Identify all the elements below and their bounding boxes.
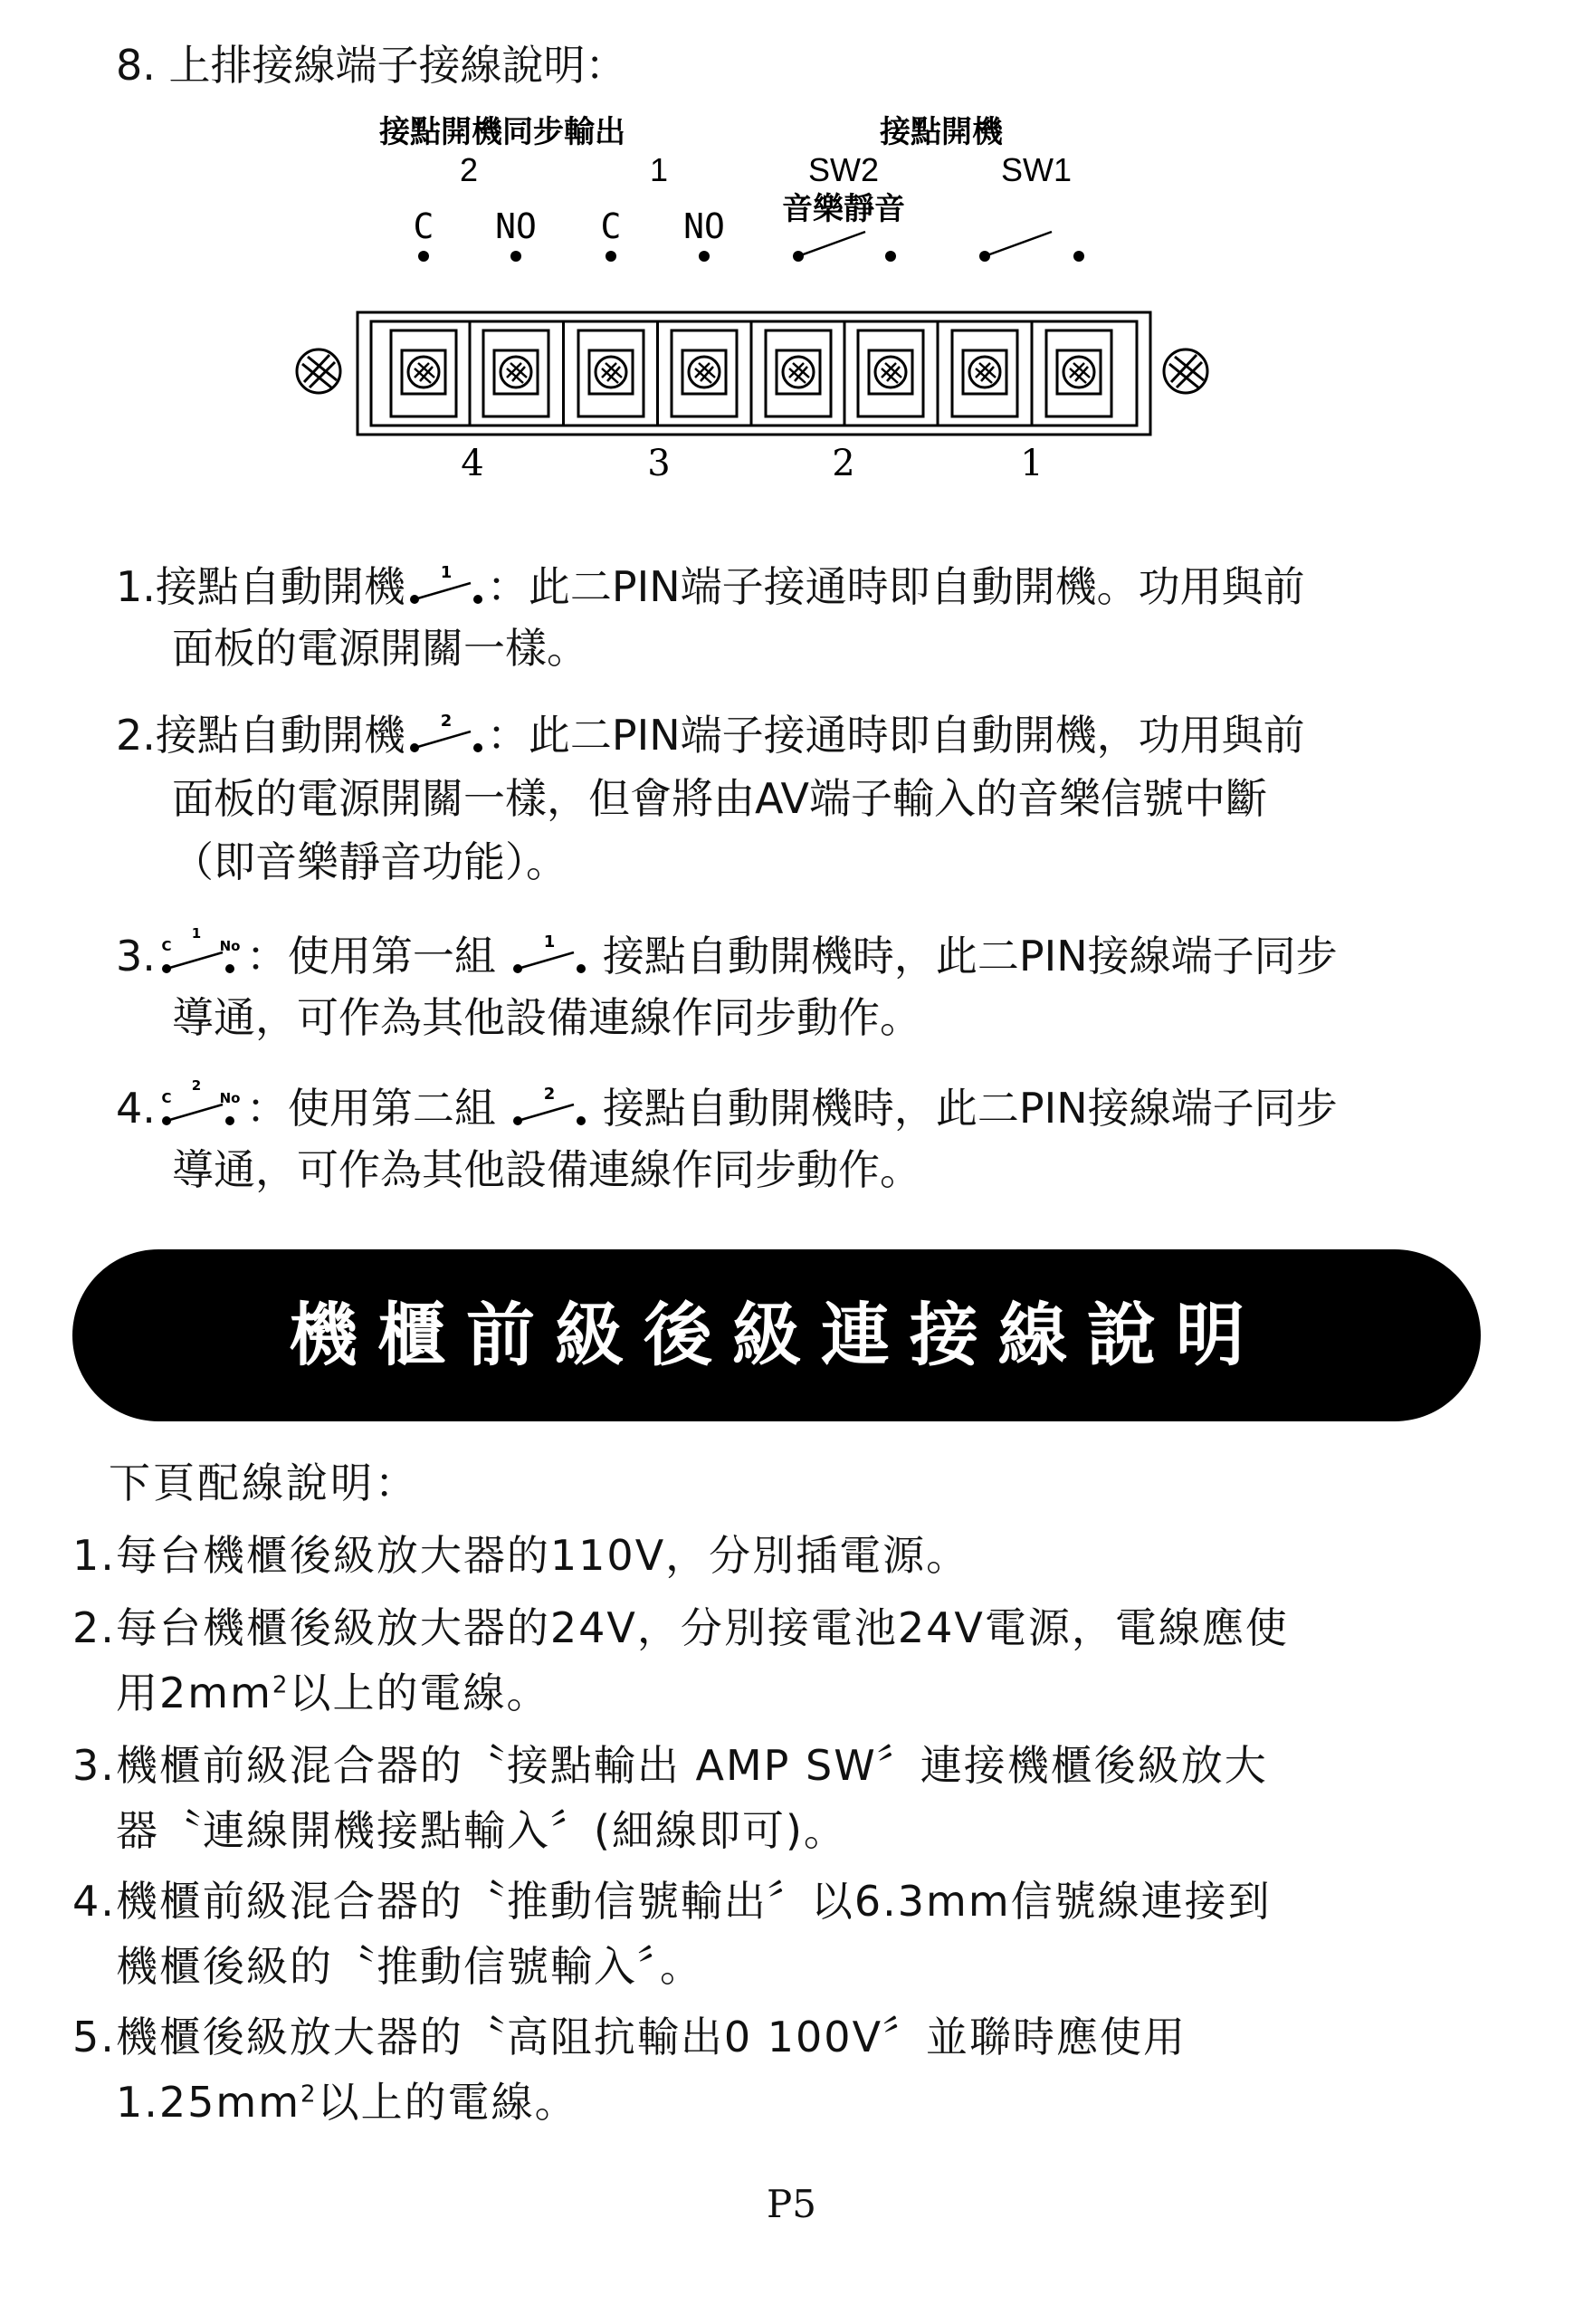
block-number: 3	[647, 443, 671, 484]
switch-symbol-icon	[509, 1085, 590, 1130]
sw2-desc: 音樂靜音	[782, 192, 905, 226]
list-item: 5.機櫃後級放大器的〝高阻抗輸出0 100V〞並聯時應使用	[72, 2013, 1187, 2061]
list-item-cont: 面板的電源開關一樣。	[172, 624, 588, 673]
switch-symbol-icon	[509, 932, 590, 978]
screw-icon	[875, 357, 906, 387]
list-item-cont: 面板的電源開關一樣，但會將由AV端子輸入的音樂信號中斷	[172, 774, 1267, 823]
svg-text:2: 2	[543, 1085, 556, 1104]
svg-text:C: C	[161, 1090, 172, 1106]
screw-icon	[689, 357, 720, 387]
svg-text:1: 1	[543, 932, 556, 952]
list-item: 1.每台機櫃後級放大器的110V，分別插電源。	[72, 1531, 970, 1580]
switch-symbol-icon	[405, 712, 487, 757]
list-item-cont: $1.25mm^2$以上的電線。	[116, 2078, 578, 2127]
svg-text:2: 2	[191, 1077, 202, 1094]
sync-switch-icon	[156, 1077, 246, 1132]
svg-text:1: 1	[191, 925, 202, 942]
power-on-label: 接點開機	[880, 115, 1003, 149]
screw-icon	[501, 357, 531, 387]
svg-text:No: No	[219, 1090, 241, 1106]
screw-icon	[969, 357, 1000, 387]
list-item: 4.機櫃前級混合器的〝推動信號輸出〞以6.3mm信號線連接到	[72, 1877, 1272, 1926]
list-item-cont: 器〝連線開機接點輸入〞(細線即可)。	[116, 1806, 847, 1855]
section-banner	[72, 1249, 1481, 1421]
list-item-cont: 機櫃後級的〝推動信號輸入〞。	[116, 1942, 703, 1991]
list-item: 3. C 1 No ：使用第一組 1 接點自動開機時，此二PIN接線端子同步	[116, 925, 1338, 980]
terminal-label-no: NO	[683, 206, 725, 246]
sync-output-label: 接點開機同步輸出	[379, 115, 625, 149]
screw-icon	[783, 357, 814, 387]
sync-num-2: 2	[459, 151, 479, 188]
screw-icon	[596, 357, 626, 387]
section-title: 8. 上排接線端子接線說明：	[116, 41, 627, 90]
list-item: 2.每台機櫃後級放大器的24V，分別接電池24V電源，電線應使	[72, 1603, 1289, 1652]
sw2-label: SW2	[807, 151, 880, 188]
svg-text:1: 1	[440, 563, 453, 582]
list-item-cont: 導通，可作為其他設備連線作同步動作。	[172, 993, 921, 1042]
sw1-label: SW1	[1000, 151, 1073, 188]
sync-switch-icon	[156, 925, 246, 980]
switch-symbol-icon	[405, 563, 487, 608]
sync-num-1: 1	[649, 151, 669, 188]
svg-text:C: C	[161, 938, 172, 954]
banner-title: 機櫃前級後級連接線說明	[289, 1295, 1264, 1375]
block-number: 1	[1020, 443, 1044, 484]
list-item-cont: （即音樂靜音功能）。	[172, 837, 567, 886]
list-item: 3.機櫃前級混合器的〝接點輸出 AMP SW〞連接機櫃後級放大	[72, 1741, 1268, 1790]
terminal-block-diagram	[272, 104, 1249, 493]
list-item: 4. C 2 No ：使用第二組 2 接點自動開機時，此二PIN接線端子同步	[116, 1077, 1338, 1133]
terminal-label-c: C	[600, 206, 622, 246]
screw-icon	[1063, 357, 1094, 387]
svg-text:No: No	[219, 938, 241, 954]
svg-text:2: 2	[440, 712, 453, 731]
screw-icon	[408, 357, 439, 387]
section-intro: 下頁配線說明：	[109, 1458, 419, 1507]
list-item: 1.接點自動開機 1 ：此二PIN端子接通時即自動開機。功用與前	[116, 562, 1305, 611]
list-item: 2.接點自動開機 2 ：此二PIN端子接通時即自動開機，功用與前	[116, 711, 1305, 760]
terminal-label-c: C	[413, 206, 434, 246]
page-number: P5	[767, 2182, 816, 2226]
block-number: 2	[832, 443, 855, 484]
list-item-cont: 導通，可作為其他設備連線作同步動作。	[172, 1145, 921, 1194]
list-item-cont: 用$2mm^2$以上的電線。	[116, 1669, 550, 1717]
terminal-label-no: NO	[495, 206, 537, 246]
block-number: 4	[461, 443, 484, 484]
